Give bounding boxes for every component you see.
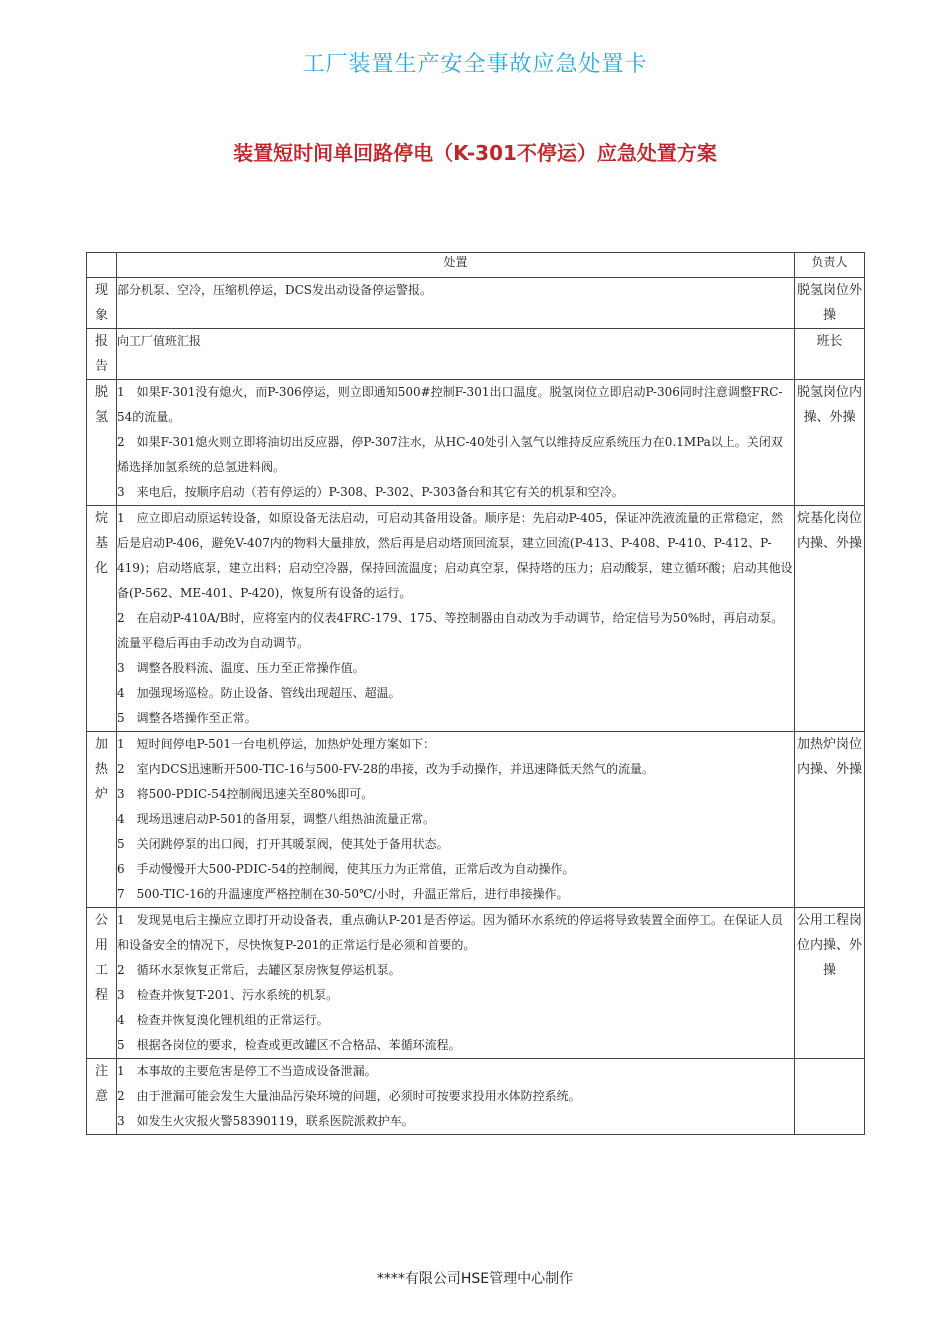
row-responsible: 脱氢岗位外操 <box>795 278 865 329</box>
row-responsible: 烷基化岗位内操、外操 <box>795 506 865 732</box>
row-responsible: 加热炉岗位内操、外操 <box>795 732 865 908</box>
action-step: 2 由于泄漏可能会发生大量油品污染环境的问题，必须时可按要求投用水体防控系统。 <box>117 1089 581 1103</box>
category-char: 程 <box>94 988 108 1003</box>
action-step: 3 如发生火灾报火警58390119，联系医院派救护车。 <box>117 1114 414 1128</box>
category-char: 告 <box>94 359 108 374</box>
action-step: 1 应立即启动原运转设备，如原设备无法启动，可启动其备用设备。顺序是：先启动P-405，保证冲洗液流量的正常稳定，然后是启动P-406，避免V-407内的物料大量排放，然后再是启动塔顶回流泵，建立回流(P-413、P-408、P-410、P-412、P-419)；启动塔底泵，建立出料；启动空冷器，保持回流温度；启动真空泵，保持塔的压力；启动酸泵，建立循环酸；启动其他设备(P-562、ME-401、P-420)，恢复所有设备的运行。 <box>117 511 793 600</box>
table-row <box>87 908 865 1059</box>
action-step: 5 调整各塔操作至正常。 <box>117 711 257 725</box>
card-header-title: 工厂装置生产安全事故应急处置卡 <box>302 52 648 77</box>
category-char: 热 <box>94 762 108 777</box>
emergency-plan-table <box>86 252 865 1135</box>
row-responsible: 班长 <box>795 329 865 380</box>
action-step: 部分机泵、空冷，压缩机停运，DCS发出动设备停运警报。 <box>117 283 433 297</box>
action-step: 2 如果F-301熄火则立即将油切出反应器，停P-307注水，从HC-40处引入氢气以维持反应系统压力在0.1MPa以上。关闭双烯选择加氢系统的总氢进料阀。 <box>117 435 783 474</box>
row-category <box>87 1059 117 1135</box>
category-char: 加 <box>94 737 108 752</box>
row-responsible <box>795 1059 865 1135</box>
header-responsible: 负责人 <box>795 253 865 278</box>
category-char: 象 <box>94 308 108 323</box>
row-actions <box>117 732 795 908</box>
action-step: 4 加强现场巡检。防止设备、管线出现超压、超温。 <box>117 686 401 700</box>
category-char: 意 <box>94 1089 108 1104</box>
category-char: 氢 <box>94 410 108 425</box>
action-step: 6 手动慢慢开大500-PDIC-54的控制阀，使其压力为正常值，正常后改为自动操作。 <box>117 862 575 876</box>
action-step: 4 检查并恢复溴化锂机组的正常运行。 <box>117 1013 329 1027</box>
action-step: 5 根据各岗位的要求，检查或更改罐区不合格品、苯循环流程。 <box>117 1038 461 1052</box>
row-category <box>87 506 117 732</box>
table-row <box>87 1059 865 1135</box>
table-header-row <box>87 253 865 278</box>
category-char: 脱 <box>94 385 108 400</box>
action-step: 1 如果F-301没有熄火，而P-306停运，则立即通知500#控制F-301出口温度。脱氢岗位立即启动P-306同时注意调整FRC-54的流量。 <box>117 385 783 424</box>
category-char: 炉 <box>94 787 108 802</box>
category-char: 注 <box>94 1064 108 1079</box>
action-step: 5 关闭跳停泵的出口阀，打开其暖泵阀，使其处于备用状态。 <box>117 837 449 851</box>
row-category <box>87 380 117 506</box>
row-actions <box>117 329 795 380</box>
action-step: 3 将500-PDIC-54控制阀迅速关至80%即可。 <box>117 787 374 801</box>
row-category <box>87 329 117 380</box>
row-actions <box>117 380 795 506</box>
plan-title: 装置短时间单回路停电（K-301不停运）应急处置方案 <box>233 141 717 165</box>
category-char: 化 <box>94 561 108 576</box>
action-step: 1 本事故的主要危害是停工不当造成设备泄漏。 <box>117 1064 377 1078</box>
category-char: 报 <box>94 334 108 349</box>
action-step: 2 在启动P-410A/B时，应将室内的仪表4FRC-179、175、等控制器由自动改为手动调节，给定信号为50%时，再启动泵。流量平稳后再由手动改为自动调节。 <box>117 611 784 650</box>
action-step: 2 循环水泵恢复正常后，去罐区泵房恢复停运机泵。 <box>117 963 401 977</box>
action-step: 4 现场迅速启动P-501的备用泵，调整八组热油流量正常。 <box>117 812 436 826</box>
row-actions <box>117 278 795 329</box>
row-actions <box>117 506 795 732</box>
action-step: 3 来电后，按顺序启动（若有停运的）P-308、P-302、P-303备台和其它有关的机泵和空冷。 <box>117 485 624 499</box>
category-char: 基 <box>94 536 108 551</box>
row-category <box>87 908 117 1059</box>
plan-table-body <box>87 253 865 1135</box>
category-char: 工 <box>94 963 108 978</box>
action-step: 1 发现晃电后主操应立即打开动设备表，重点确认P-201是否停运。因为循环水系统的停运将导致装置全面停工。在保证人员和设备安全的情况下，尽快恢复P-201的正常运行是必须和首要的。 <box>117 913 784 952</box>
row-actions <box>117 1059 795 1135</box>
row-category <box>87 732 117 908</box>
header-action: 处置 <box>117 253 795 278</box>
category-char: 现 <box>94 283 108 298</box>
table-row <box>87 732 865 908</box>
category-char: 公 <box>94 913 108 928</box>
action-step: 向工厂值班汇报 <box>117 334 202 348</box>
action-step: 7 500-TIC-16的升温速度严格控制在30-50℃/小时，升温正常后，进行串接操作。 <box>117 887 569 901</box>
header-category-cell <box>87 253 117 278</box>
action-step: 3 调整各股料流、温度、压力至正常操作值。 <box>117 661 365 675</box>
action-step: 3 检查并恢复T-201、污水系统的机泵。 <box>117 988 339 1002</box>
action-step: 2 室内DCS迅速断开500-TIC-16与500-FV-28的串接，改为手动操作，并迅速降低天然气的流量。 <box>117 762 655 776</box>
table-row <box>87 329 865 380</box>
category-char: 用 <box>94 938 108 953</box>
row-responsible: 公用工程岗位内操、外操 <box>795 908 865 1059</box>
table-row <box>87 278 865 329</box>
action-step: 1 短时间停电P-501一台电机停运，加热炉处理方案如下： <box>117 737 436 751</box>
row-actions <box>117 908 795 1059</box>
footer-credit: ****有限公司HSE管理中心制作 <box>376 1271 574 1287</box>
table-row <box>87 380 865 506</box>
category-char: 烷 <box>94 511 108 526</box>
table-row <box>87 506 865 732</box>
row-responsible: 脱氢岗位内操、外操 <box>795 380 865 506</box>
row-category <box>87 278 117 329</box>
